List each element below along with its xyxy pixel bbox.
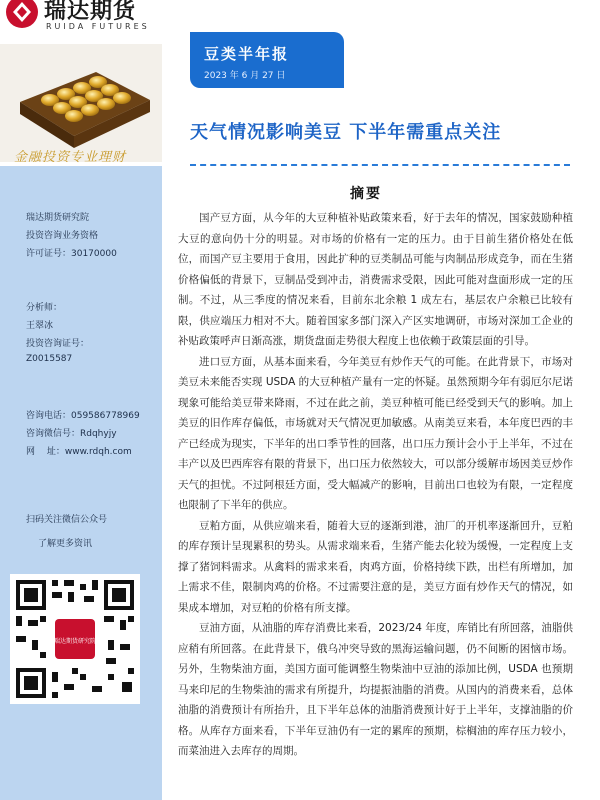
advisor-number-label: 投资咨询证号：	[26, 339, 90, 349]
website-link[interactable]: 网 址：www.rdqh.com	[26, 447, 132, 457]
abstract-paragraph-imported-soy: 进口豆方面，从基本面来看，今年美豆有炒作天气的可能。在此背景下，市场对美豆未来能否实现 USDA 的大豆种植产量有一定的怀疑。虽然预期今年有弱厄尔尼诺现象可能给美豆带来降雨，不过在此之前，美豆种植可能已经受到天气的影响。加上美豆的旧作库存偏低，市场就对天气情况更加敏感。从南美豆来看，本年度巴西的丰产已经成为现实，下半年的出口季节性的回落，出口压力预计会小于上半年，不过在丰产以及巴西库容有限的背景下，出口压力依然较大，可以部分缓解市场因美豆炒作天气的担忧。不过阿根廷方面，受大幅减产的影响，目前出口也较为有限，一定程度也限制了下半年的供应。	[178, 355, 573, 511]
abstract-paragraph-domestic-soy: 国产豆方面，从今年的大豆种植补贴政策来看，好于去年的情况，国家鼓励种植大豆的意向仍十分的明显。对市场的价格有一定的压力。由于目前生猪价格处在低位，而国产豆主要用于食用，因此扩种的豆类制品可能与肉制品形成竞争，而在生猪价格偏低的背景下，豆制品受到冲击，消费需求受限，因此可能对盘面形成一定的压制。不过，从三季度的情况来看，目前东北余粮 1 成左右，基层农户余粮已比较有限，供应端压力相对不大。随着国家多部门深入产区实地调研，市场对深加工企业的补贴政策呼声日渐高涨，期货盘面走势很大程度上也依赖于政策层面的引导。	[178, 212, 573, 347]
contact-phone: 咨询电话：059586778969	[26, 411, 140, 421]
institute-name: 瑞达期货研究院	[26, 213, 90, 223]
analyst-name: 王翠冰	[26, 321, 54, 331]
abstract-paragraph-soymeal: 豆粕方面，从供应端来看，随着大豆的逐渐到港，油厂的开机率逐渐回升，豆粕的库存预计呈现累积的势头。从需求端来看，生猪产能去化较为缓慢，一定程度上支撑了猪饲料需求。从禽料的需求来看，肉鸡方面，价格持续下跌，出栏有所增加，加上需求不佳，限制肉鸡的价格。不过需要注意的是，美豆方面有炒作天气的情况，如果成本增加，对豆粕的价格有所支撑。	[178, 519, 573, 614]
advisor-number: Z0015587	[26, 354, 73, 364]
brand-name-en: RUIDA FUTURES	[46, 22, 150, 31]
abstract-paragraph-soyoil: 豆油方面，从油脂的库存消费比来看，2023/24 年度，库销比有所回落，油脂供应稍有所回落。在此背景下，俄乌冲突导致的黑海运输问题，仍不间断的困恼市场。另外，生物柴油方面，美国方面可能调整生物柴油中豆油的添加比例，USDA 也预期马来印尼的生物柴油的需求有所提升，均提振油脂的消费。从国内的消费来看，总体油脂的消费预计有所抬升，且下半年总体的油脂消费预计好于上半年，支撑油脂的价格。从库存方面来看，下半年豆油仍有一定的累库的预期，棕榈油的库存压力较小，而菜油进入去库存的周期。	[178, 622, 573, 757]
gold-ingots-icon	[0, 44, 162, 162]
report-title: 天气情况影响美豆 下半年需重点关注	[190, 122, 502, 143]
ruida-logo-icon	[4, 0, 40, 30]
report-header-badge	[190, 32, 344, 88]
qr-center-label: 瑞达期货研究院	[53, 638, 97, 645]
brand-logo	[0, 0, 170, 40]
qualification: 投资咨询业务资格	[26, 231, 99, 241]
qr-code-icon	[10, 574, 140, 704]
brand-name-cn: 瑞达期货	[44, 0, 137, 24]
contact-wechat: 咨询微信号：Rdqhyjy	[26, 429, 117, 439]
title-divider	[190, 164, 570, 166]
follow-prompt: 扫码关注微信公众号	[26, 515, 108, 525]
license-number: 许可证号：30170000	[26, 249, 117, 259]
report-type: 豆类半年报	[204, 45, 290, 63]
brand-slogan: 金融投资专业理财	[14, 150, 127, 165]
abstract-body	[178, 208, 573, 762]
sidebar	[0, 166, 162, 800]
abstract-heading: 摘要	[350, 186, 382, 202]
follow-subtext: 了解更多资讯	[38, 539, 93, 549]
analyst-label: 分析师：	[26, 303, 63, 313]
qr-code[interactable]	[10, 574, 140, 704]
report-date: 2023 年 6 月 27 日	[204, 71, 286, 81]
cover-image	[0, 44, 162, 162]
